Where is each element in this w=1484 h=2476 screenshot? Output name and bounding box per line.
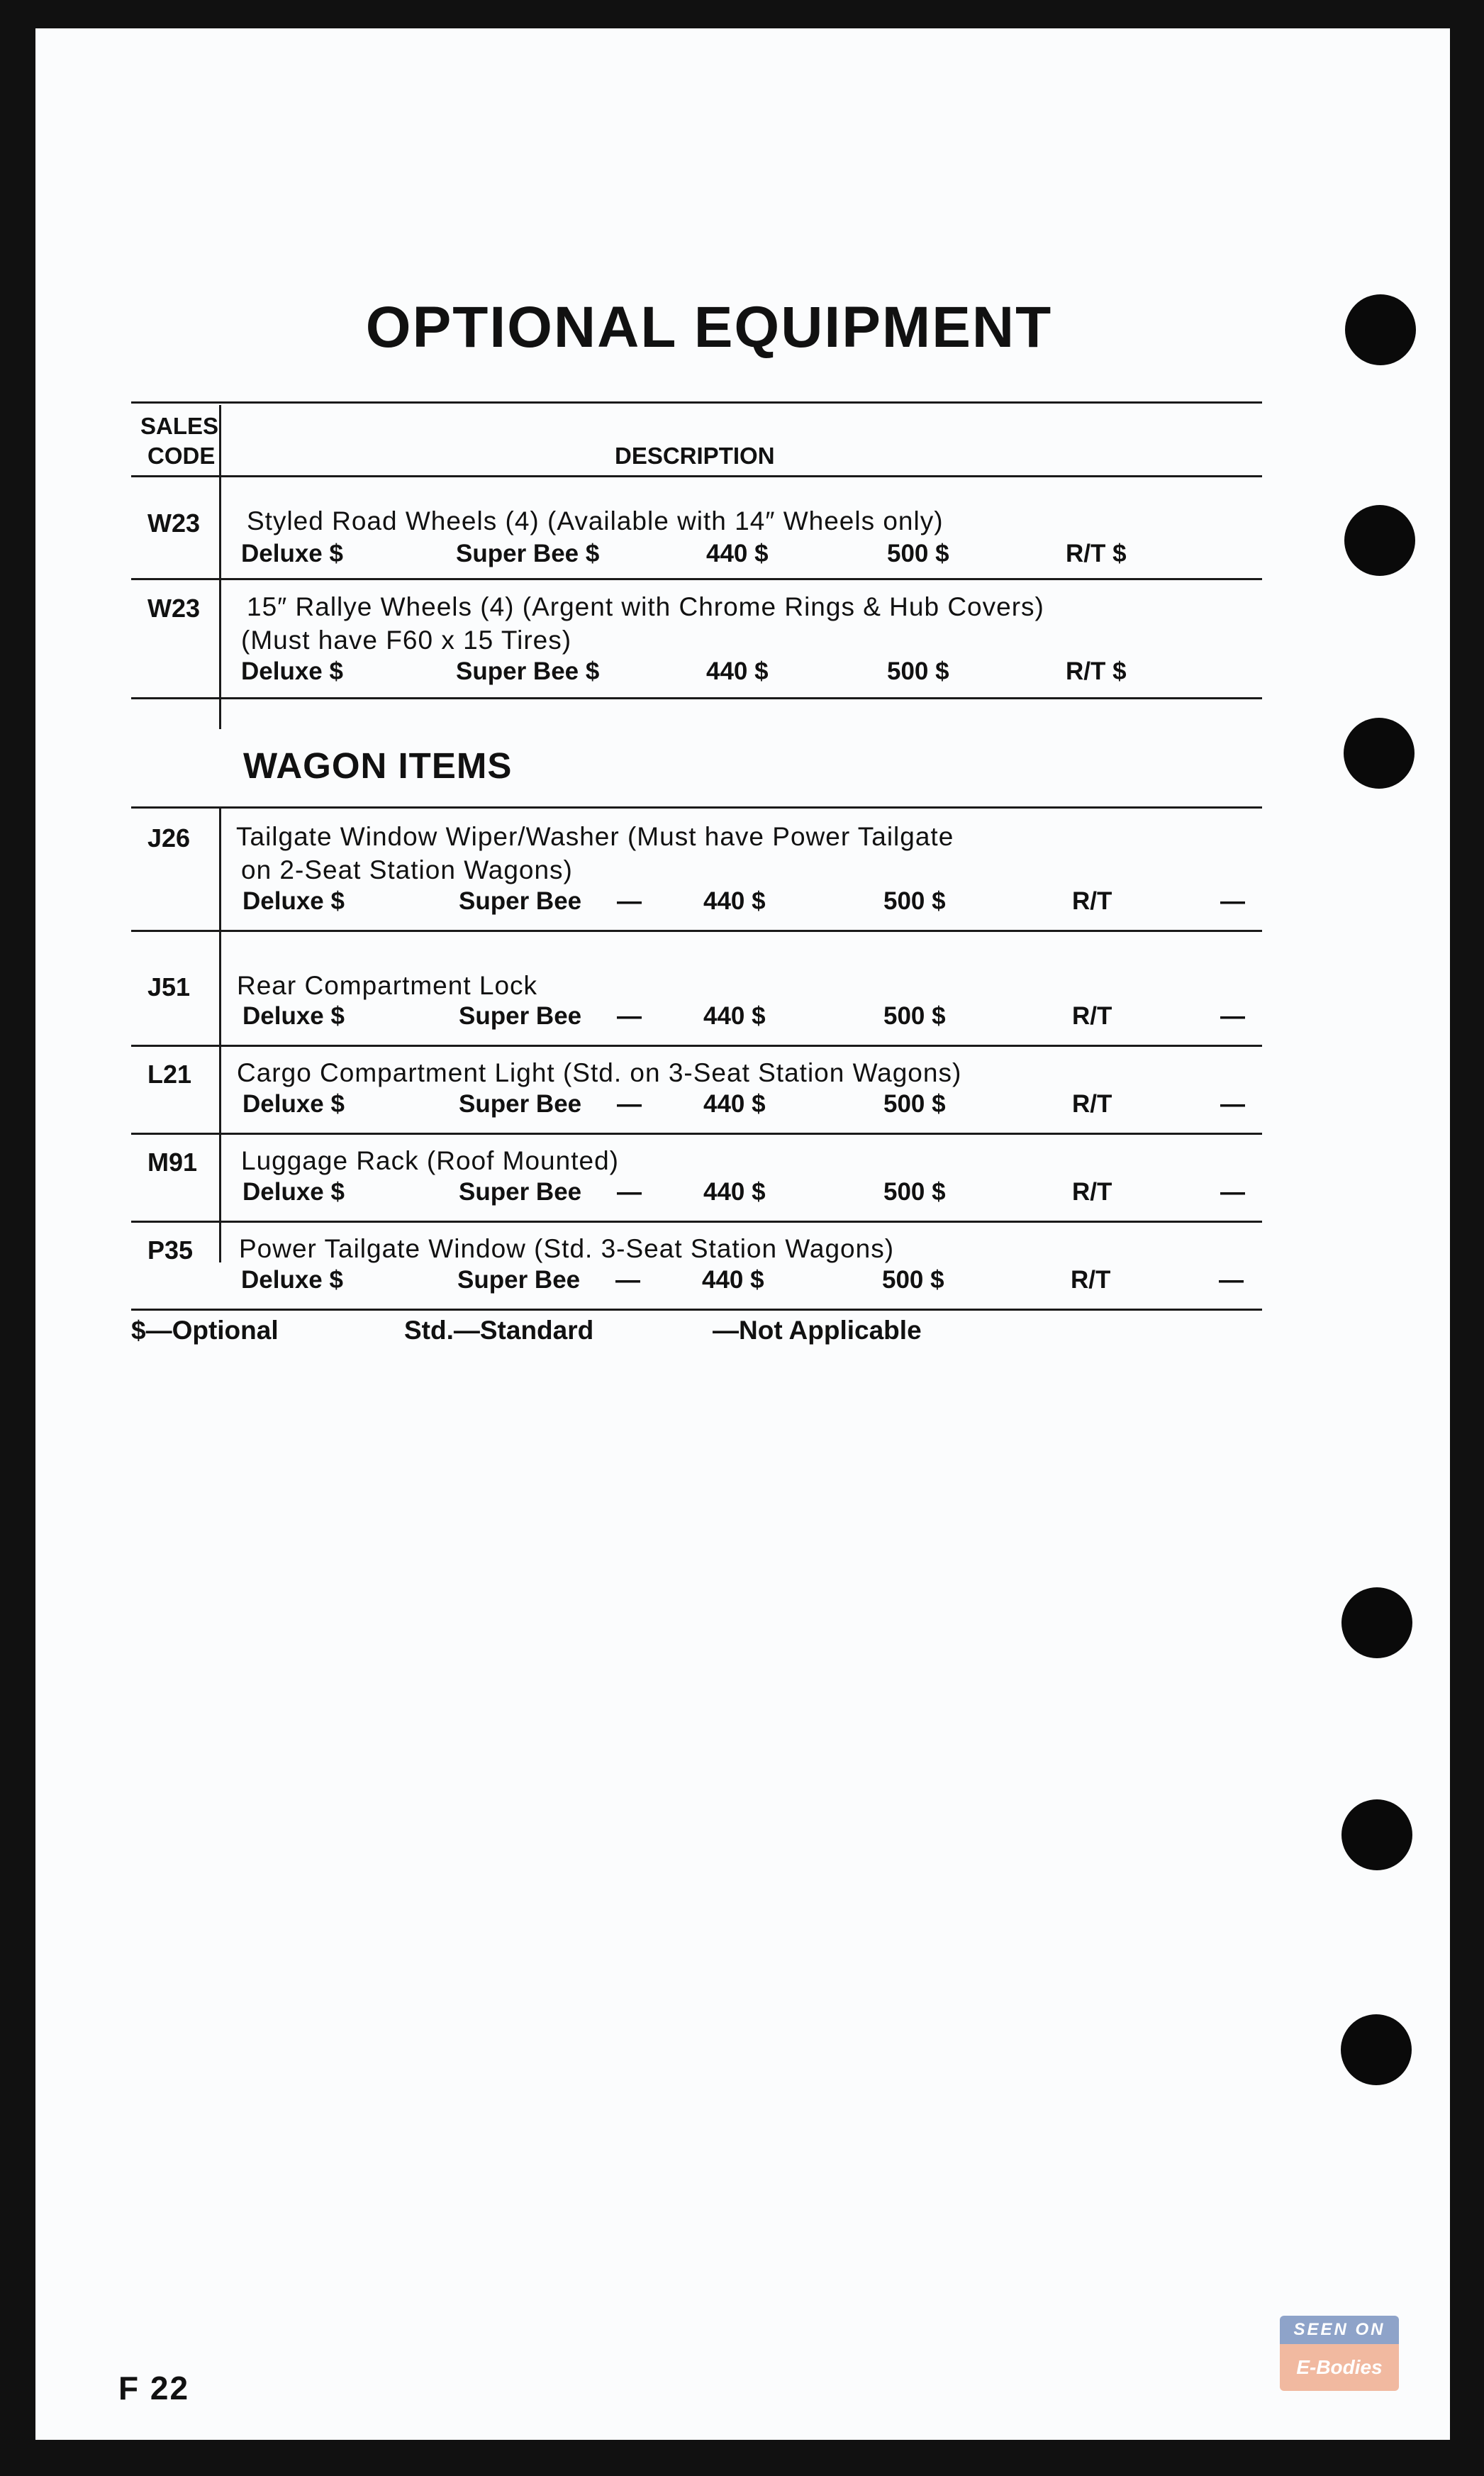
seen-on-watermark-logo (1280, 2316, 1399, 2391)
model-500-label: 500 $ (882, 1266, 944, 1294)
row-rule (131, 1133, 1262, 1135)
deluxe-label: Deluxe $ (242, 1002, 345, 1030)
header-description: DESCRIPTION (615, 443, 775, 469)
model-500-label: 500 $ (883, 1178, 946, 1206)
price-row (242, 1002, 1377, 1035)
model-500-label: 500 $ (883, 1090, 946, 1118)
model-440-label: 440 $ (703, 887, 766, 915)
item-description-line2: (Must have F60 x 15 Tires) (241, 626, 572, 655)
page-title: OPTIONAL EQUIPMENT (365, 295, 1053, 360)
model-500-label: 500 $ (887, 540, 949, 567)
superbee-label: Super Bee (459, 1002, 582, 1030)
superbee-not-applicable: — (617, 1178, 642, 1206)
model-440-label: 440 $ (703, 1178, 766, 1206)
sales-code: J26 (147, 823, 191, 853)
sales-code: P35 (147, 1236, 194, 1265)
header-code: CODE (147, 443, 216, 469)
superbee-not-applicable: — (617, 1090, 642, 1118)
rt-label: R/T (1072, 1002, 1112, 1030)
watermark-line1: SEEN ON (1280, 2316, 1399, 2344)
item-description-line2: on 2-Seat Station Wagons) (241, 855, 573, 884)
rt-not-applicable: — (1220, 1090, 1245, 1118)
wagon-section-title: WAGON ITEMS (243, 745, 513, 786)
legend-standard: Std.—Standard (404, 1316, 594, 1345)
superbee-label: Super Bee (457, 1266, 581, 1294)
superbee-label: Super Bee (459, 887, 582, 915)
legend-optional: $—Optional (131, 1316, 279, 1345)
row-rule (131, 1045, 1262, 1047)
deluxe-label: Deluxe $ (241, 657, 343, 685)
item-description: Luggage Rack (Roof Mounted) (241, 1146, 619, 1175)
row-rule (131, 578, 1262, 580)
rt-label: R/T $ (1066, 540, 1127, 567)
superbee-label: Super Bee (459, 1178, 582, 1206)
model-440-label: 440 $ (706, 657, 769, 685)
item-description: 15″ Rallye Wheels (4) (Argent with Chrome Rings & Hub Covers) (247, 592, 1044, 621)
rt-label: R/T $ (1066, 657, 1127, 685)
price-row (242, 887, 1377, 920)
superbee-label: Super Bee $ (456, 540, 600, 567)
page-number: F 22 (118, 2370, 190, 2406)
table-top-rule (131, 401, 1262, 404)
superbee-not-applicable: — (617, 1002, 642, 1030)
rt-not-applicable: — (1219, 1266, 1244, 1294)
item-description: Styled Road Wheels (4) (Available with 14″ Wheels only) (247, 506, 944, 535)
document-page (35, 28, 1450, 2440)
item-description: Cargo Compartment Light (Std. on 3-Seat Station Wagons) (237, 1058, 962, 1087)
binder-hole (1344, 718, 1415, 789)
model-500-label: 500 $ (883, 887, 946, 915)
legend-not-applicable: —Not Applicable (713, 1316, 922, 1345)
deluxe-label: Deluxe $ (242, 1090, 345, 1118)
deluxe-label: Deluxe $ (241, 540, 343, 567)
item-description: Tailgate Window Wiper/Washer (Must have Power Tailgate (236, 822, 954, 851)
item-description: Power Tailgate Window (Std. 3-Seat Station Wagons) (239, 1234, 895, 1263)
price-row (242, 1090, 1377, 1123)
sales-code: W23 (147, 509, 201, 538)
rt-label: R/T (1071, 1266, 1111, 1294)
price-row (241, 657, 1376, 690)
model-440-label: 440 $ (702, 1266, 764, 1294)
row-rule (131, 697, 1262, 699)
sales-code: L21 (147, 1060, 192, 1089)
rt-not-applicable: — (1220, 1002, 1245, 1030)
watermark-line2: E-Bodies (1280, 2344, 1399, 2391)
rt-not-applicable: — (1220, 1178, 1245, 1206)
item-description: Rear Compartment Lock (237, 971, 538, 1000)
rt-label: R/T (1072, 887, 1112, 915)
wagon-top-rule (131, 806, 1262, 809)
model-500-label: 500 $ (887, 657, 949, 685)
table-column-divider (219, 405, 221, 729)
model-440-label: 440 $ (703, 1002, 766, 1030)
wagon-column-divider (219, 809, 221, 1262)
deluxe-label: Deluxe $ (242, 887, 345, 915)
superbee-not-applicable: — (617, 887, 642, 915)
rt-label: R/T (1072, 1090, 1112, 1118)
sales-code: M91 (147, 1148, 198, 1177)
price-row (242, 1178, 1377, 1211)
binder-hole (1341, 1587, 1412, 1658)
binder-hole (1341, 1799, 1412, 1870)
superbee-label: Super Bee (459, 1090, 582, 1118)
rt-not-applicable: — (1220, 887, 1245, 915)
rt-label: R/T (1072, 1178, 1112, 1206)
model-440-label: 440 $ (706, 540, 769, 567)
header-sales: SALES (140, 413, 219, 439)
deluxe-label: Deluxe $ (242, 1178, 345, 1206)
price-row (241, 1266, 1376, 1299)
model-500-label: 500 $ (883, 1002, 946, 1030)
superbee-not-applicable: — (615, 1266, 640, 1294)
table-bottom-rule (131, 1309, 1262, 1311)
header-rule (131, 475, 1262, 477)
row-rule (131, 930, 1262, 932)
sales-code: J51 (147, 972, 191, 1001)
model-440-label: 440 $ (703, 1090, 766, 1118)
price-row (241, 540, 1376, 572)
deluxe-label: Deluxe $ (241, 1266, 343, 1294)
row-rule (131, 1221, 1262, 1223)
sales-code: W23 (147, 594, 201, 623)
binder-hole (1341, 2014, 1412, 2085)
superbee-label: Super Bee $ (456, 657, 600, 685)
